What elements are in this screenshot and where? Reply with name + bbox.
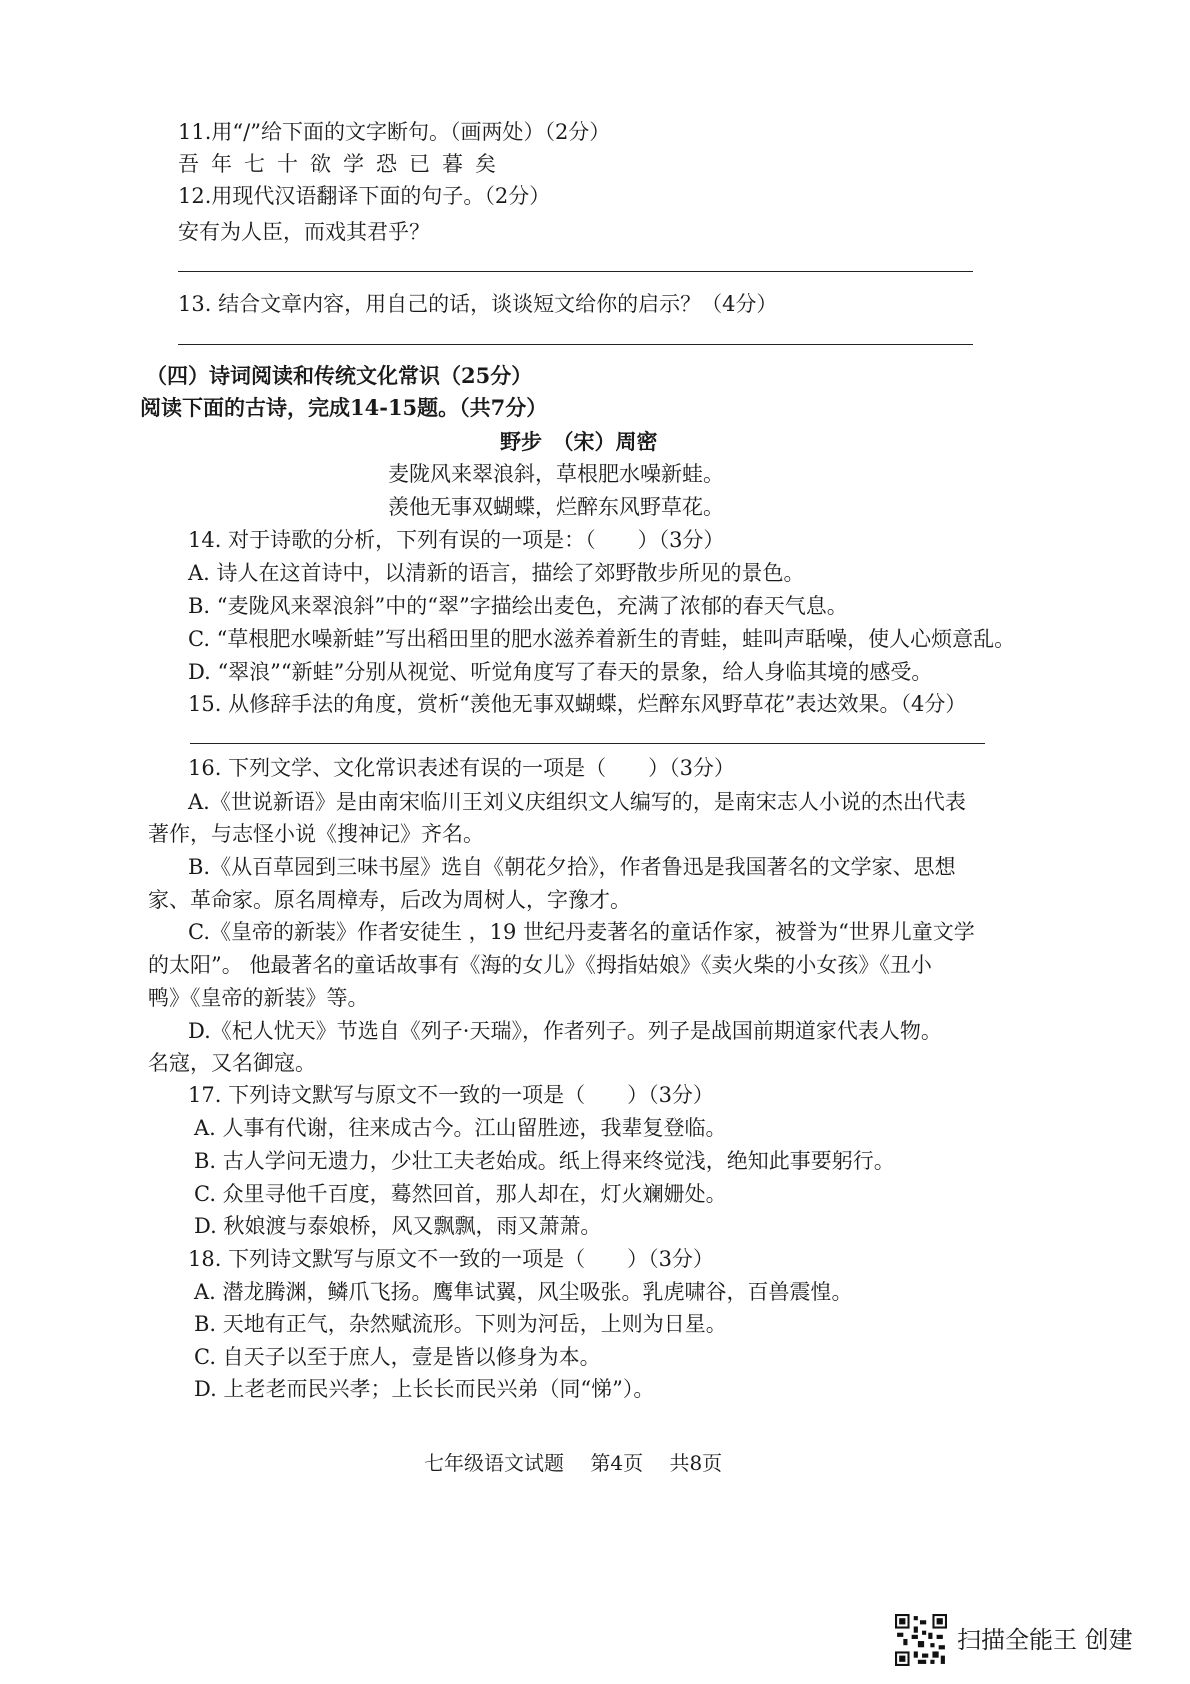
qr-code-icon <box>895 1614 947 1666</box>
answer-line-15 <box>190 743 985 744</box>
scanner-watermark: 扫描全能王 创建 <box>957 1626 1133 1654</box>
question-18-option-a: A. 潜龙腾渊，鳞爪飞扬。鹰隼试翼，风尘吸张。乳虎啸谷，百兽震惶。 <box>194 1280 853 1304</box>
question-14-option-d: D. “翠浪”“新蛙”分别从视觉、听觉角度写了春天的景象，给人身临其境的感受。 <box>188 660 933 684</box>
question-17: 17. 下列诗文默写与原文不一致的一项是（ ）（3分） <box>188 1083 714 1107</box>
question-18: 18. 下列诗文默写与原文不一致的一项是（ ）（3分） <box>188 1247 714 1271</box>
question-14-option-a: A. 诗人在这首诗中，以清新的语言，描绘了郊野散步所见的景色。 <box>188 561 805 585</box>
question-16-option-b-line1: B.《从百草园到三味书屋》选自《朝花夕拾》，作者鲁迅是我国著名的文学家、思想 <box>188 855 956 879</box>
question-16-option-a-line1: A.《世说新语》是由南宋临川王刘义庆组织文人编写的，是南宋志人小说的杰出代表 <box>188 790 966 814</box>
question-14-option-c: C. “草根肥水噪新蛙”写出稻田里的肥水滋养着新生的青蛙，蛙叫声聒噪，使人心烦意乱。 <box>188 627 1016 651</box>
question-11: 11.用“/”给下面的文字断句。（画两处）（2分） <box>178 120 611 144</box>
question-16-option-c-line3: 鸭》《皇帝的新装》等。 <box>148 986 369 1010</box>
section-4-intro: 阅读下面的古诗，完成14-15题。（共7分） <box>140 395 548 420</box>
answer-line-13 <box>178 344 973 345</box>
question-18-option-b: B. 天地有正气，杂然赋流形。下则为河岳，上则为日星。 <box>194 1312 727 1336</box>
answer-line-12 <box>178 271 973 272</box>
question-18-option-c: C. 自天子以至于庶人，壹是皆以修身为本。 <box>194 1345 601 1369</box>
section-4-heading: （四）诗词阅读和传统文化常识（25分） <box>146 363 533 388</box>
question-11-text: 吾年七十欲学恐已暮矣 <box>178 152 508 176</box>
question-16-option-d-line2: 名寇，又名御寇。 <box>148 1051 316 1075</box>
question-15: 15. 从修辞手法的角度，赏析“羡他无事双蝴蝶，烂醉东风野草花”表达效果。（4分） <box>188 692 967 716</box>
question-17-option-d: D. 秋娘渡与泰娘桥，风又飘飘，雨又萧萧。 <box>194 1214 602 1238</box>
poem-title: 野步 （宋）周密 <box>500 429 658 454</box>
question-16: 16. 下列文学、文化常识表述有误的一项是（ ）（3分） <box>188 756 735 780</box>
question-16-option-b-line2: 家、革命家。原名周樟寿，后改为周树人，字豫才。 <box>148 888 631 912</box>
question-14-option-b: B. “麦陇风来翠浪斜”中的“翠”字描绘出麦色，充满了浓郁的春天气息。 <box>188 594 848 618</box>
question-17-option-a: A. 人事有代谢，往来成古今。江山留胜迹，我辈复登临。 <box>194 1116 727 1140</box>
question-16-option-c-line2: 的太阳”。 他最著名的童话故事有《海的女儿》《拇指姑娘》《卖火柴的小女孩》《丑小 <box>148 953 932 977</box>
question-17-option-b: B. 古人学问无遗力，少壮工夫老始成。纸上得来终觉浅，绝知此事要躬行。 <box>194 1149 895 1173</box>
question-18-option-d: D. 上老老而民兴孝；上长长而民兴弟（同“悌”）。 <box>194 1377 655 1401</box>
page-footer: 七年级语文试题 第4页 共8页 <box>424 1451 723 1475</box>
question-16-option-a-line2: 著作，与志怪小说《搜神记》齐名。 <box>148 822 484 846</box>
question-12: 12.用现代汉语翻译下面的句子。（2分） <box>178 184 551 208</box>
question-16-option-c-line1: C.《皇帝的新装》作者安徒生 ，19 世纪丹麦著名的童话作家，被誉为“世界儿童文学 <box>188 920 975 944</box>
poem-line-2: 羡他无事双蝴蝶，烂醉东风野草花。 <box>388 495 724 519</box>
question-14: 14. 对于诗歌的分析，下列有误的一项是：（ ）（3分） <box>188 528 725 552</box>
question-16-option-d-line1: D.《杞人忧天》节选自《列子·天瑞》，作者列子。列子是战国前期道家代表人物。 <box>188 1019 942 1043</box>
poem-line-1: 麦陇风来翠浪斜，草根肥水噪新蛙。 <box>388 462 724 486</box>
question-17-option-c: C. 众里寻他千百度，蓦然回首，那人却在，灯火斓姗处。 <box>194 1182 727 1206</box>
question-12-text: 安有为人臣，而戏其君乎？ <box>178 220 430 244</box>
question-13: 13. 结合文章内容，用自己的话，谈谈短文给你的启示？（4分） <box>178 292 778 316</box>
